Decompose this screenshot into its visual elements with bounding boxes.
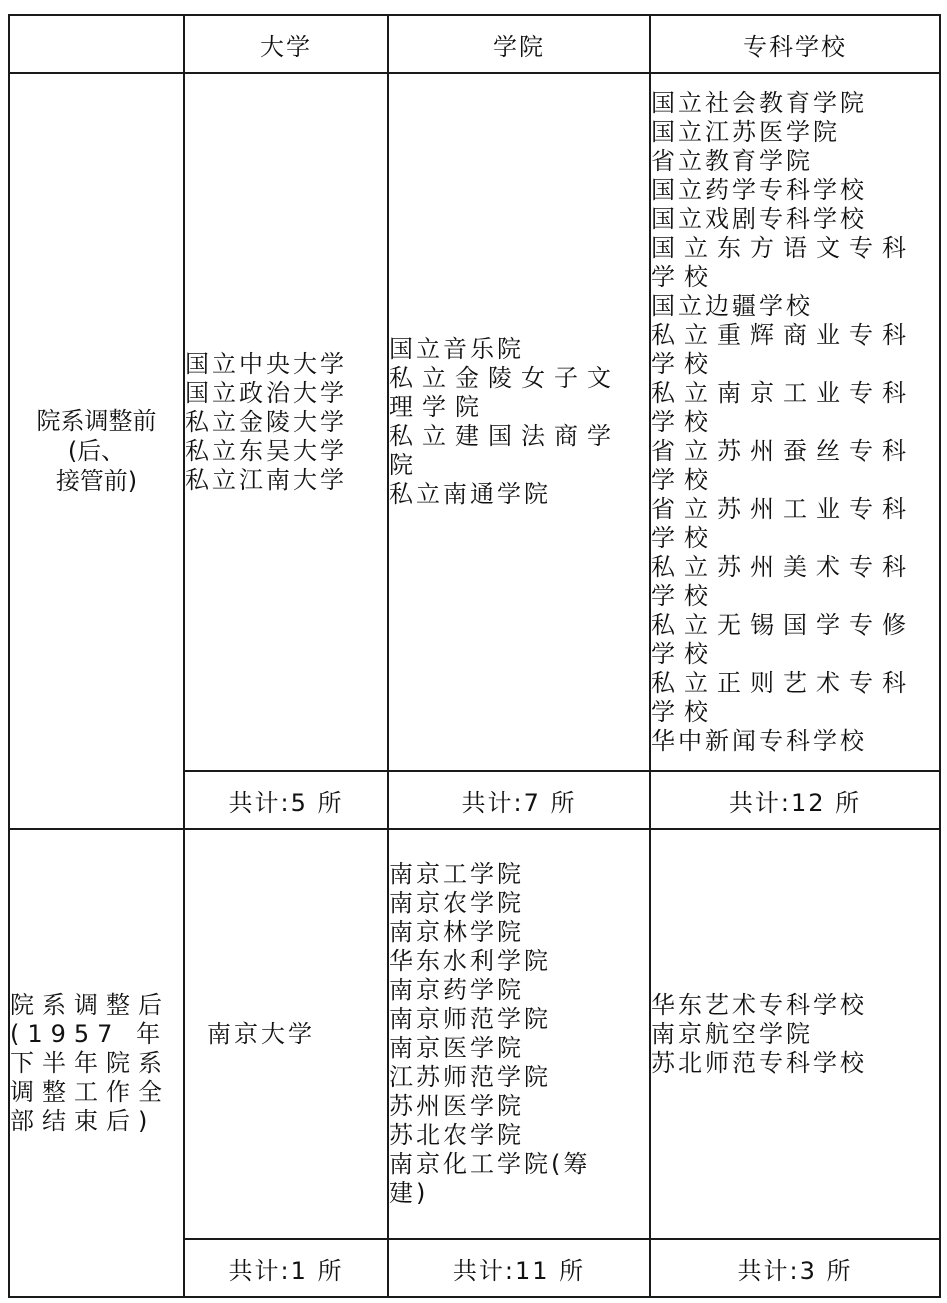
- list-item: 国立音乐院: [389, 335, 524, 363]
- list-item: 国立江苏医学院: [651, 117, 840, 146]
- list-item: 南京大学: [207, 1019, 315, 1048]
- before-college-total: 共计:7 所: [388, 771, 650, 829]
- before-universities-cell: [184, 73, 388, 771]
- list-item: 私立重辉商业专科学校: [651, 320, 915, 378]
- after-colleges-cell: [388, 829, 650, 1239]
- list-item: 苏北农学院: [389, 1121, 524, 1149]
- list-item: 国立戏剧专科学校: [651, 204, 867, 233]
- before-colleges-cell: [388, 73, 650, 771]
- after-university-total: 共计:1 所: [184, 1239, 388, 1297]
- list-item: 华东水利学院: [389, 947, 551, 975]
- header-specialized-school: 专科学校: [650, 15, 940, 73]
- list-item: 私立建国法商学院: [389, 422, 620, 479]
- list-item: 私立正则艺术专科学校: [651, 668, 915, 726]
- after-adjustment-label: 院系调整后(1957 年下半年院系调整工作全部结束后): [9, 829, 184, 1297]
- after-schools-cell: [650, 829, 940, 1239]
- list-item: 私立无锡国学专修学校: [651, 610, 915, 668]
- list-item: 南京农学院: [389, 889, 524, 917]
- list-item: 南京药学院: [389, 976, 524, 1004]
- list-item: 南京医学院: [389, 1034, 524, 1062]
- list-item: 私立南通学院: [389, 480, 551, 508]
- list-item: 江苏师范学院: [389, 1063, 551, 1091]
- after-adjustment-row: [9, 829, 940, 1239]
- list-item: 国立边疆学校: [651, 291, 813, 320]
- list-item: 省立教育学院: [651, 146, 813, 175]
- before-school-total: 共计:12 所: [650, 771, 940, 829]
- list-item: 国立药学专科学校: [651, 175, 867, 204]
- list-item: 私立苏州美术专科学校: [651, 552, 915, 610]
- header-university: 大学: [184, 15, 388, 73]
- before-schools-cell: [650, 73, 940, 771]
- list-item: 华中新闻专科学校: [651, 726, 867, 755]
- list-item: 南京师范学院: [389, 1005, 551, 1033]
- list-item: 省立苏州工业专科学校: [651, 494, 915, 552]
- list-item: 国立东方语文专科学校: [651, 233, 915, 291]
- list-item: 南京航空学院: [651, 1019, 813, 1048]
- list-item: 苏北师范专科学校: [651, 1048, 867, 1077]
- list-item: 私立东吴大学: [185, 436, 347, 465]
- after-college-total: 共计:11 所: [388, 1239, 650, 1297]
- list-item: 省立苏州蚕丝专科学校: [651, 436, 915, 494]
- institutions-table: [8, 14, 941, 1298]
- list-item: 南京化工学院(筹建): [389, 1150, 591, 1207]
- before-university-total: 共计:5 所: [184, 771, 388, 829]
- header-corner: [9, 15, 184, 73]
- list-item: 私立江南大学: [185, 465, 347, 494]
- before-adjustment-label: 院系调整前 (后、 接管前): [9, 73, 184, 829]
- after-school-total: 共计:3 所: [650, 1239, 940, 1297]
- list-item: 南京工学院: [389, 860, 524, 888]
- header-row: [9, 15, 940, 73]
- list-item: 私立金陵大学: [185, 407, 347, 436]
- list-item: 华东艺术专科学校: [651, 990, 867, 1019]
- after-universities-cell: [184, 829, 388, 1239]
- list-item: 国立政治大学: [185, 378, 347, 407]
- list-item: 国立中央大学: [185, 349, 347, 378]
- before-adjustment-row: [9, 73, 940, 771]
- list-item: 私立南京工业专科学校: [651, 378, 915, 436]
- list-item: 南京林学院: [389, 918, 524, 946]
- header-college: 学院: [388, 15, 650, 73]
- list-item: 苏州医学院: [389, 1092, 524, 1120]
- list-item: 国立社会教育学院: [651, 88, 867, 117]
- list-item: 私立金陵女子文理学院: [389, 364, 620, 421]
